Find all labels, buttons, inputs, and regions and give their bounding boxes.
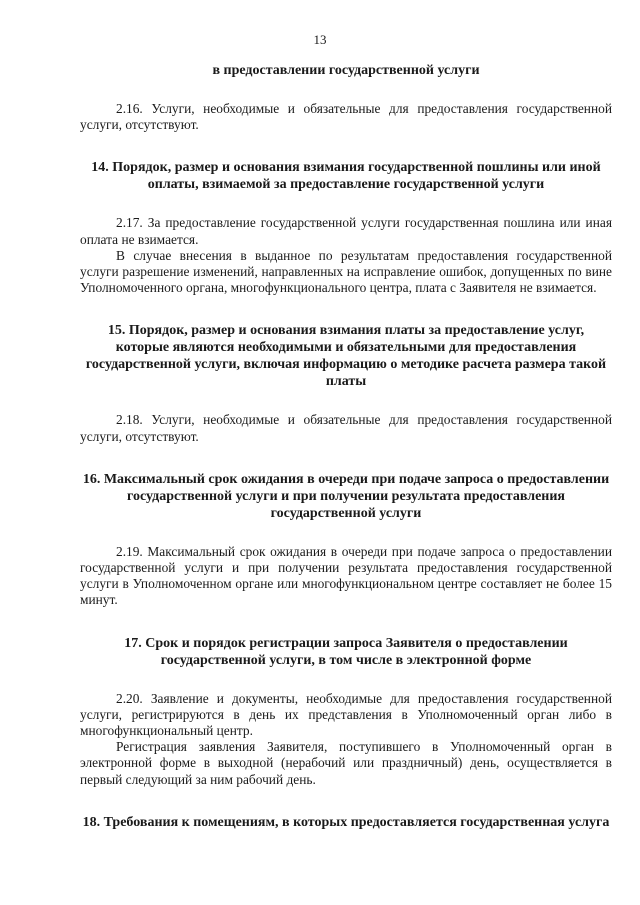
heading-section-17: 17. Срок и порядок регистрации запроса Заявителя о предоставлении государственной услуги, в том числе в электронной форме (124, 635, 568, 668)
heading-section-14: 14. Порядок, размер и основания взимания государственной пошлины или иной оплаты, взимаемой за предоставление государственной услуги (91, 160, 601, 193)
paragraph-2-17: 2.17. За предоставление государственной услуги государственная пошлина или иная оплата не взимается. (80, 215, 612, 247)
document-body (80, 62, 612, 831)
paragraph-2-20-electronic-registration: Регистрация заявления Заявителя, поступившего в Уполномоченный орган в электронной форме в выходной (нерабочий или праздничный) день, осуществляется в первый следующий за ним рабочий день. (80, 739, 612, 787)
paragraph-2-19: 2.19. Максимальный срок ожидания в очереди при подаче запроса о предоставлении государственной услуги и при получении результата предоставления государственной услуги в Уполномоченном органе или многофункциональном центре составляет не более 15 минут. (80, 543, 612, 608)
paragraph-2-18: 2.18. Услуги, необходимые и обязательные для предоставления государственной услуги, отсутствуют. (80, 412, 612, 444)
heading-section-18: 18. Требования к помещениям, в которых предоставляется государственная услуга (82, 814, 610, 830)
paragraph-2-20: 2.20. Заявление и документы, необходимые для предоставления государственной услуги, регистрируются в день их представления в Уполномоченный орган либо в многофункциональный центр. (80, 690, 612, 739)
paragraph-2-16: 2.16. Услуги, необходимые и обязательные для предоставления государственной услуги, отсутствуют. (80, 101, 612, 133)
heading-section-16: 16. Максимальный срок ожидания в очереди при подаче запроса о предоставлении государственной услуги и при получении результата предоставления государственной услуги (82, 471, 610, 521)
paragraph-2-17-fee-exemption: В случае внесения в выданное по результатам предоставления государственной услуги разрешение изменений, направленных на исправление ошибок, допущенных по вине Уполномоченного органа, многофункционального центра, плата с Заявителя не взимается. (80, 247, 612, 296)
heading-continued: в предоставлении государственной услуги (212, 63, 480, 78)
heading-section-15: 15. Порядок, размер и основания взимания платы за предоставление услуг, которые являются необходимыми и обязательными для предоставления государственной услуги, включая информацию о методике расчета размера такой платы (85, 323, 607, 390)
page-number: 13 (313, 32, 327, 47)
